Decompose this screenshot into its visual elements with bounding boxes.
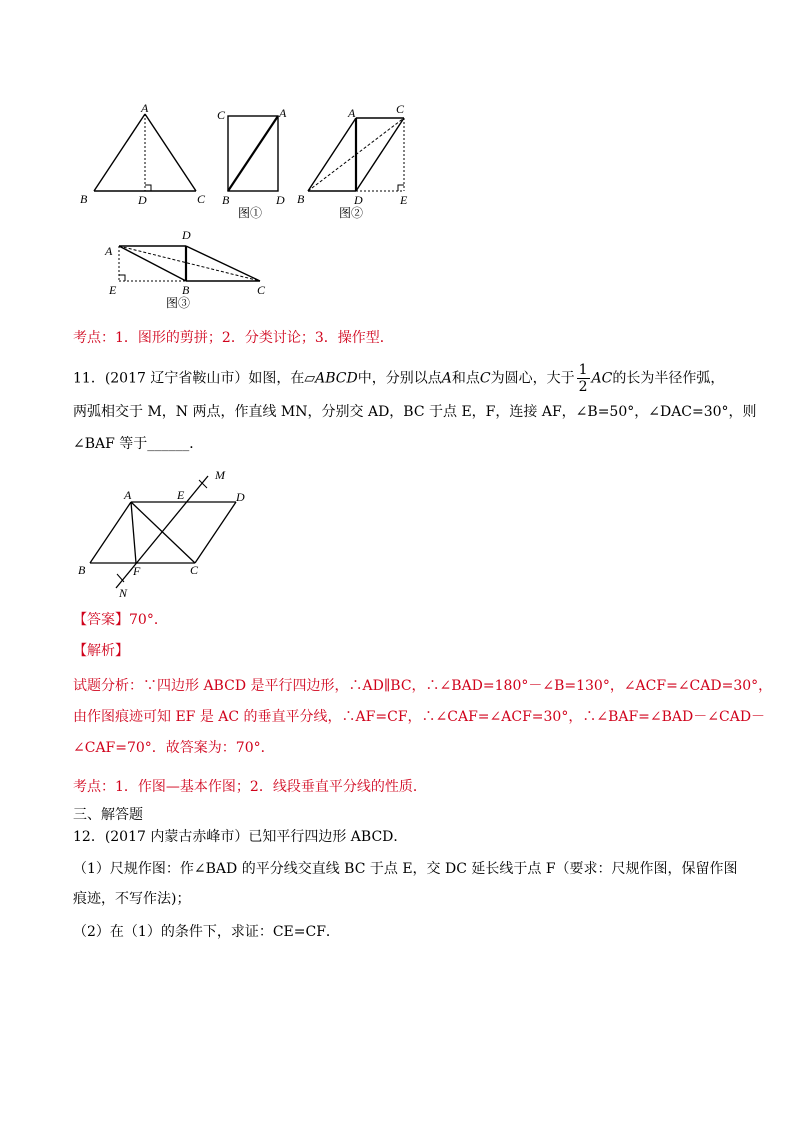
kaodian-11: 考点：1．作图—基本作图；2．线段垂直平分线的性质． xyxy=(73,779,427,795)
q12-part1-line1: （1）尺规作图：作∠BAD 的平分线交直线 BC 于点 E，交 DC 延长线于点 F（要求：尺规作图，保留作图 xyxy=(73,861,738,877)
label-B: B xyxy=(222,193,230,207)
point-C: C xyxy=(479,370,491,387)
q11-figure xyxy=(76,468,266,600)
label-B: B xyxy=(80,192,88,206)
parallelogram-symbol: ▱ABCD xyxy=(304,370,358,387)
figure-2-caption: 图② xyxy=(339,206,364,220)
q11-text-e: 的长为半径作弧， xyxy=(612,370,725,387)
q11-line2: 两弧相交于 M，N 两点，作直线 MN，分别交 AD，BC 于点 E，F，连接 AF，∠B=50°，∠DAC=30°，则 xyxy=(73,404,757,420)
label-C: C xyxy=(197,192,206,206)
q11-line1 xyxy=(73,362,724,395)
label-N: N xyxy=(119,586,128,600)
figure-1-caption: 图① xyxy=(238,206,263,220)
label-E: E xyxy=(109,283,117,297)
fraction-one-half xyxy=(577,362,590,395)
section-heading: 三、解答题 xyxy=(73,807,143,823)
label-A: A xyxy=(348,106,356,120)
label-D: D xyxy=(182,228,191,242)
label-A: A xyxy=(141,101,149,115)
label-B: B xyxy=(182,283,190,297)
label-E: E xyxy=(400,193,408,207)
label-M: M xyxy=(215,468,225,482)
label-B: B xyxy=(297,192,305,206)
point-A: A xyxy=(441,370,452,387)
label-D: D xyxy=(138,193,147,207)
label-D: D xyxy=(354,193,363,207)
label-C: C xyxy=(190,563,199,577)
label-A: A xyxy=(105,244,113,258)
q12-title: 12．(2017 内蒙古赤峰市）已知平行四边形 ABCD． xyxy=(73,829,408,845)
figure-3 xyxy=(100,226,280,312)
triangle-figure xyxy=(76,100,216,210)
analysis-line-3: ∠CAF=70°．故答案为：70°． xyxy=(73,740,275,756)
q11-text-d: 为圆心，大于 xyxy=(490,370,575,387)
q12-part2: （2）在（1）的条件下，求证：CE=CF． xyxy=(73,924,340,940)
label-D: D xyxy=(276,193,285,207)
segment-AC: AC xyxy=(591,370,613,387)
q12-part1-line2: 痕迹，不写作法)； xyxy=(73,891,191,907)
analysis-line-1: 试题分析：∵四边形 ABCD 是平行四边形，∴AD∥BC，∴∠BAD=180°－∠B=130°，∠ACF=∠CAD=30°， xyxy=(73,678,773,694)
figure-3-caption: 图③ xyxy=(166,296,191,310)
q11-text-c: 和点 xyxy=(451,370,480,387)
q11-text-b: 中，分别以点 xyxy=(357,370,442,387)
analysis-line-2: 由作图痕迹可知 EF 是 AC 的垂直平分线，∴AF=CF，∴∠CAF=∠ACF=30°，∴∠BAF=∠BAD－∠CAD－ xyxy=(73,709,766,725)
label-C: C xyxy=(396,102,405,116)
q11-text-a: 11．(2017 辽宁省鞍山市）如图，在 xyxy=(73,370,305,387)
figure-1 xyxy=(214,100,304,222)
q11-line3: ∠BAF 等于______． xyxy=(73,436,204,452)
label-D: D xyxy=(236,490,245,504)
fraction-denominator: 2 xyxy=(578,379,588,395)
figure-2 xyxy=(296,100,421,222)
fraction-numerator: 1 xyxy=(578,362,588,378)
label-A: A xyxy=(279,106,287,120)
label-F: F xyxy=(133,564,141,578)
label-B: B xyxy=(78,563,86,577)
analysis-title: 【解析】 xyxy=(73,643,129,659)
answer: 【答案】70°． xyxy=(73,612,168,628)
label-C: C xyxy=(217,108,226,122)
kaodian-10: 考点：1．图形的剪拼；2．分类讨论；3．操作型． xyxy=(73,330,394,346)
label-C: C xyxy=(257,283,266,297)
label-E: E xyxy=(177,488,185,502)
label-A: A xyxy=(124,488,132,502)
